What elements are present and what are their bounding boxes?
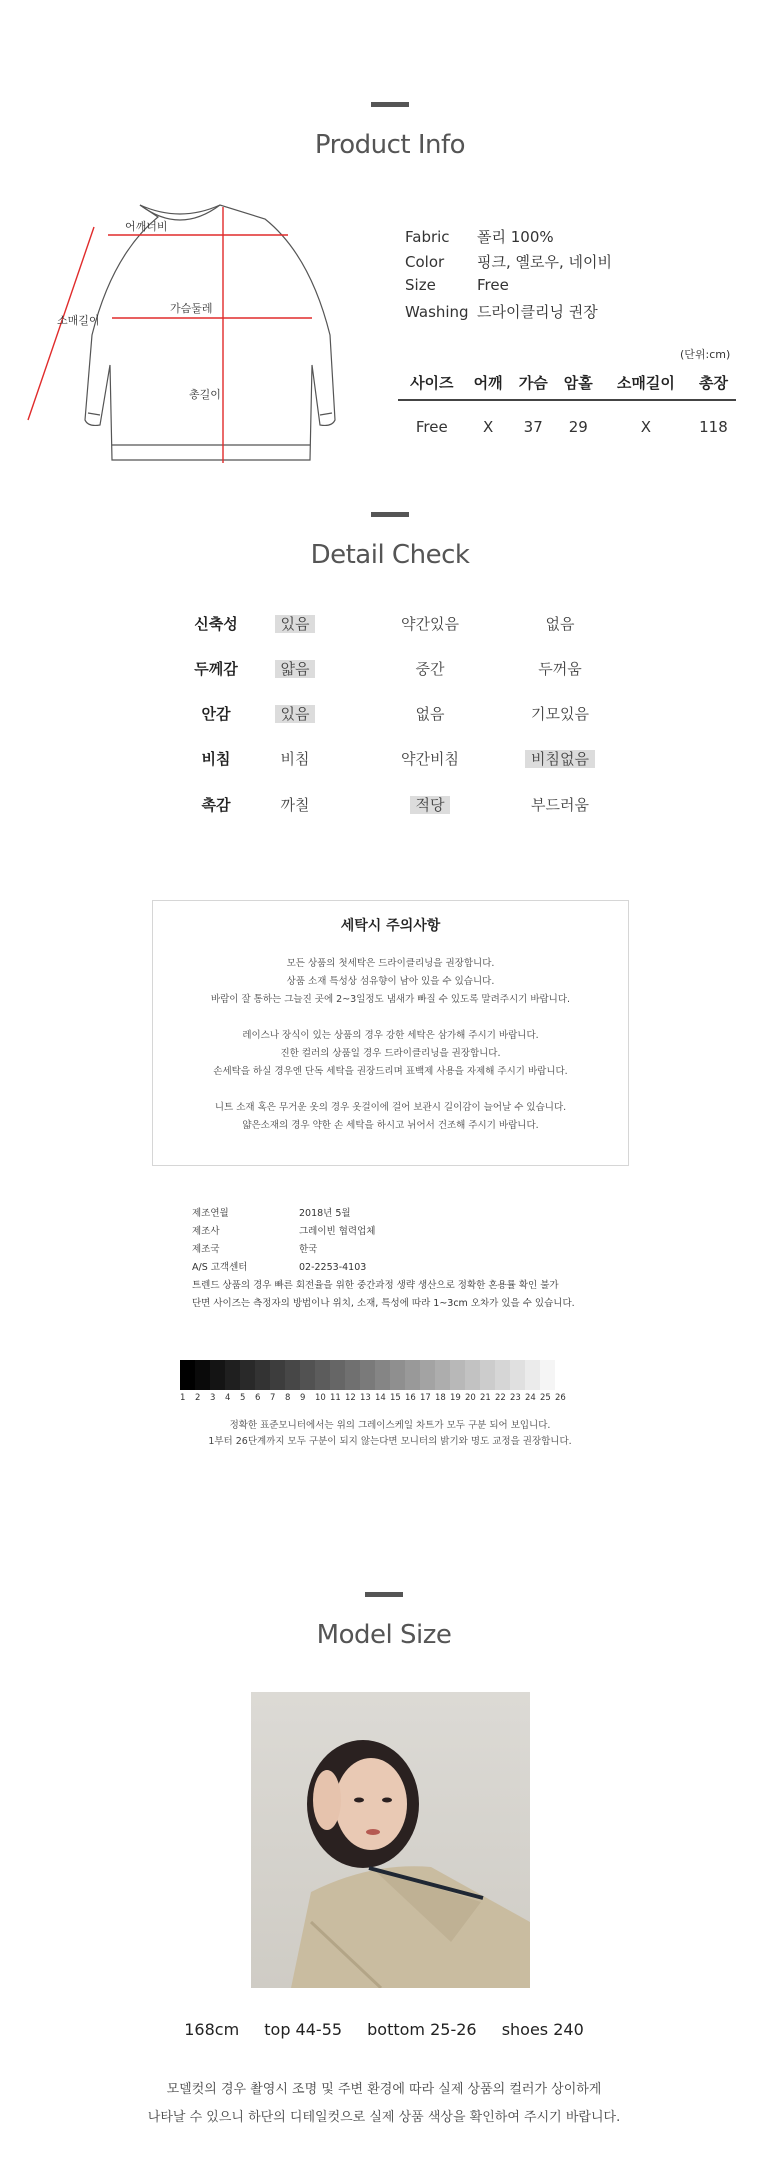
grayscale-swatch — [240, 1360, 255, 1390]
model-top: top 44-55 — [264, 2020, 343, 2039]
grayscale-number: 20 — [465, 1393, 476, 1403]
spec-fabric — [405, 226, 554, 247]
manufacture-key: A/S 고객센터 — [192, 1262, 248, 1273]
detail-check-option-label: 두꺼움 — [538, 660, 582, 678]
product-info-title: Product Info — [314, 130, 466, 160]
table-header-cell: 어깨 — [466, 366, 511, 400]
washing-caution-box — [152, 900, 629, 1166]
caution-line: 얇은소재의 경우 약한 손 세탁을 하시고 뉘어서 건조해 주시기 바랍니다. — [242, 1120, 539, 1131]
diagram-label-shoulder: 어깨너비 — [125, 220, 168, 233]
manufacture-row — [192, 1241, 317, 1255]
grayscale-number: 4 — [225, 1393, 231, 1403]
caution-line: 모든 상품의 첫세탁은 드라이클리닝을 권장합니다. — [286, 958, 495, 969]
manufacture-value: 2018년 5월 — [299, 1208, 351, 1219]
spec-value: 핑크, 옐로우, 네이비 — [477, 253, 612, 271]
detail-check-row — [180, 794, 620, 818]
grayscale-number: 5 — [240, 1393, 246, 1403]
diagram-label-sleeve: 소매길이 — [57, 314, 100, 327]
size-table — [398, 366, 736, 452]
spec-key: Color — [405, 253, 445, 271]
model-illustration — [251, 1692, 530, 1988]
detail-check-label: 안감 — [201, 705, 231, 723]
model-note: 모델컷의 경우 촬영시 조명 및 주변 환경에 따라 실제 상품의 컬러가 상이하게 — [166, 2082, 602, 2097]
grayscale-number: 19 — [450, 1393, 461, 1403]
detail-check-row — [180, 658, 620, 682]
spec-key: Fabric — [405, 228, 450, 246]
detail-check-option-selected — [375, 794, 485, 815]
manufacture-value: 그레이빈 협력업체 — [299, 1226, 376, 1237]
manufacture-row — [192, 1259, 366, 1273]
grayscale-number: 16 — [405, 1393, 416, 1403]
section-divider — [371, 512, 409, 517]
table-cell: X — [640, 417, 651, 436]
grayscale-number: 7 — [270, 1393, 276, 1403]
grayscale-number: 18 — [435, 1393, 446, 1403]
manufacture-note: 트렌드 상품의 경우 빠른 회전율을 위한 중간과정 생략 생산으로 정확한 혼용률 확인 불가 — [192, 1280, 559, 1291]
detail-check-label: 비침 — [201, 750, 231, 768]
sweater-diagram — [20, 195, 350, 475]
unit-label: (단위:cm) — [680, 348, 731, 361]
detail-check-option-label: 얇음 — [275, 660, 316, 678]
table-header-cell: 가슴 — [511, 366, 556, 400]
grayscale-swatch — [375, 1360, 390, 1390]
grayscale-number: 24 — [525, 1393, 536, 1403]
grayscale-swatch — [555, 1360, 570, 1390]
grayscale-swatch — [315, 1360, 330, 1390]
grayscale-number: 13 — [360, 1393, 371, 1403]
model-height: 168cm — [184, 2020, 240, 2039]
spec-washing — [405, 301, 598, 322]
detail-check-option-label: 약간비침 — [401, 750, 459, 768]
spec-key: Size — [405, 276, 436, 294]
grayscale-number: 6 — [255, 1393, 261, 1403]
table-header-cell: 소매길이 — [601, 366, 691, 400]
table-cell: Free — [415, 417, 448, 436]
grayscale-note: 정확한 표준모니터에서는 위의 그레이스케일 차트가 모두 구분 되어 보입니다. — [229, 1420, 551, 1431]
detail-check-option-selected — [505, 748, 615, 769]
detail-check-label: 두께감 — [194, 660, 238, 678]
diagram-label-length: 총길이 — [189, 388, 221, 401]
grayscale-numbers — [180, 1393, 570, 1403]
table-header-cell: 암홀 — [556, 366, 601, 400]
grayscale-number: 14 — [375, 1393, 386, 1403]
grayscale-swatch — [300, 1360, 315, 1390]
detail-check-option — [505, 703, 615, 724]
grayscale-swatch — [180, 1360, 195, 1390]
grayscale-swatch — [540, 1360, 555, 1390]
caution-title: 세탁시 주의사항 — [340, 918, 441, 934]
detail-check-label: 신축성 — [194, 615, 238, 633]
diagram-label-chest: 가슴둘레 — [170, 302, 213, 315]
detail-check-option — [505, 613, 615, 634]
grayscale-number: 10 — [315, 1393, 326, 1403]
detail-check-option-label: 비침없음 — [525, 750, 595, 768]
manufacture-row — [192, 1223, 375, 1237]
grayscale-number: 8 — [285, 1393, 291, 1403]
detail-check-option-selected — [240, 658, 350, 679]
grayscale-number: 2 — [195, 1393, 201, 1403]
detail-check-option-label: 기모있음 — [531, 705, 589, 723]
grayscale-swatch — [495, 1360, 510, 1390]
detail-check-option — [240, 794, 350, 815]
model-note: 나타날 수 있으니 하단의 디테일컷으로 실제 상품 색상을 확인하여 주시기 바랍니다. — [147, 2110, 621, 2125]
caution-line: 레이스나 장식이 있는 상품의 경우 강한 세탁은 삼가해 주시기 바랍니다. — [242, 1030, 539, 1041]
table-header-cell: 사이즈 — [398, 366, 466, 400]
detail-check-option — [375, 703, 485, 724]
grayscale-swatch — [285, 1360, 300, 1390]
grayscale-number: 23 — [510, 1393, 521, 1403]
grayscale-number: 11 — [330, 1393, 341, 1403]
detail-check-option-label: 까칠 — [280, 796, 310, 814]
table-cell: 37 — [523, 417, 543, 436]
model-bottom: bottom 25-26 — [367, 2020, 477, 2039]
spec-size — [405, 276, 509, 294]
detail-check-label: 촉감 — [201, 796, 231, 814]
grayscale-swatch — [270, 1360, 285, 1390]
spec-value: 드라이클리닝 권장 — [477, 303, 598, 321]
model-stats — [0, 2020, 774, 2039]
grayscale-number: 25 — [540, 1393, 551, 1403]
detail-check-title: Detail Check — [310, 540, 470, 570]
manufacture-key: 제조연월 — [192, 1208, 229, 1219]
spec-value: Free — [477, 276, 509, 294]
detail-check-option-label: 비침 — [280, 750, 310, 768]
grayscale-number: 21 — [480, 1393, 491, 1403]
grayscale-note: 1부터 26단계까지 모두 구분이 되지 않는다면 모니터의 밝기와 명도 교정을 권장합니다. — [208, 1436, 572, 1447]
grayscale-swatch — [330, 1360, 345, 1390]
grayscale-swatch — [465, 1360, 480, 1390]
detail-check-option-label: 있음 — [275, 615, 316, 633]
detail-check-option-label: 중간 — [415, 660, 445, 678]
model-size-title: Model Size — [316, 1620, 452, 1650]
table-cell: 29 — [568, 417, 588, 436]
grayscale-swatch — [225, 1360, 240, 1390]
model-shoes: shoes 240 — [501, 2020, 584, 2039]
grayscale-number: 26 — [555, 1393, 566, 1403]
spec-color — [405, 251, 612, 272]
detail-check-row — [180, 703, 620, 727]
table-cell: X — [483, 417, 494, 436]
manufacture-key: 제조사 — [192, 1226, 220, 1237]
grayscale-swatch — [360, 1360, 375, 1390]
grayscale-number: 17 — [420, 1393, 431, 1403]
section-divider — [365, 1592, 403, 1597]
table-row — [398, 400, 736, 452]
grayscale-swatch — [450, 1360, 465, 1390]
table-header-row — [398, 366, 736, 400]
detail-check-option-label: 약간있음 — [401, 615, 459, 633]
model-photo — [251, 1692, 530, 1988]
grayscale-number: 3 — [210, 1393, 216, 1403]
detail-check-option-label: 없음 — [415, 705, 445, 723]
grayscale-swatch — [480, 1360, 495, 1390]
manufacture-row — [192, 1205, 351, 1219]
spec-key: Washing — [405, 303, 469, 321]
grayscale-swatch — [210, 1360, 225, 1390]
grayscale-number: 1 — [180, 1393, 186, 1403]
grayscale-strip — [180, 1360, 570, 1390]
spec-value: 폴리 100% — [477, 228, 554, 246]
detail-check-option-label: 있음 — [275, 705, 316, 723]
detail-check-row — [180, 748, 620, 772]
table-header-cell: 총장 — [691, 366, 736, 400]
detail-check-option-label: 없음 — [545, 615, 575, 633]
grayscale-swatch — [345, 1360, 360, 1390]
grayscale-swatch — [420, 1360, 435, 1390]
detail-check-option-selected — [240, 703, 350, 724]
manufacture-value: 한국 — [299, 1244, 318, 1255]
detail-check-option-label: 부드러움 — [531, 796, 589, 814]
grayscale-number: 9 — [300, 1393, 306, 1403]
caution-line: 바람이 잘 통하는 그늘진 곳에 2~3일정도 냄새가 빠질 수 있도록 말려주시기 바랍니다. — [210, 994, 571, 1005]
detail-check-row — [180, 613, 620, 637]
detail-check-option — [375, 658, 485, 679]
detail-check-option — [375, 748, 485, 769]
caution-line: 손세탁을 하실 경우엔 단독 세탁을 권장드리며 표백제 사용을 자제해 주시기 바랍니다. — [213, 1066, 568, 1077]
manufacture-key: 제조국 — [192, 1244, 220, 1255]
manufacture-value: 02-2253-4103 — [299, 1262, 367, 1273]
grayscale-number: 15 — [390, 1393, 401, 1403]
caution-line: 니트 소재 혹은 무거운 옷의 경우 옷걸이에 걸어 보관시 길이감이 늘어날 수 있습니다. — [214, 1102, 567, 1113]
grayscale-swatch — [390, 1360, 405, 1390]
grayscale-swatch — [510, 1360, 525, 1390]
grayscale-swatch — [255, 1360, 270, 1390]
detail-check-option — [240, 748, 350, 769]
detail-check-option — [375, 613, 485, 634]
section-divider — [371, 102, 409, 107]
grayscale-number: 22 — [495, 1393, 506, 1403]
grayscale-swatch — [435, 1360, 450, 1390]
detail-check-option-label: 적당 — [410, 796, 451, 814]
detail-check-option — [505, 658, 615, 679]
manufacture-note: 단면 사이즈는 측정자의 방법이나 위치, 소재, 특성에 따라 1~3cm 오차가 있을 수 있습니다. — [192, 1298, 575, 1309]
grayscale-number: 12 — [345, 1393, 356, 1403]
caution-line: 진한 컬러의 상품일 경우 드라이클리닝을 권장합니다. — [280, 1048, 501, 1059]
table-cell: 118 — [699, 417, 728, 436]
grayscale-swatch — [195, 1360, 210, 1390]
detail-check-option — [505, 794, 615, 815]
caution-line: 상품 소재 특성상 섬유향이 남아 있을 수 있습니다. — [286, 976, 495, 987]
grayscale-swatch — [525, 1360, 540, 1390]
grayscale-swatch — [405, 1360, 420, 1390]
detail-check-option-selected — [240, 613, 350, 634]
